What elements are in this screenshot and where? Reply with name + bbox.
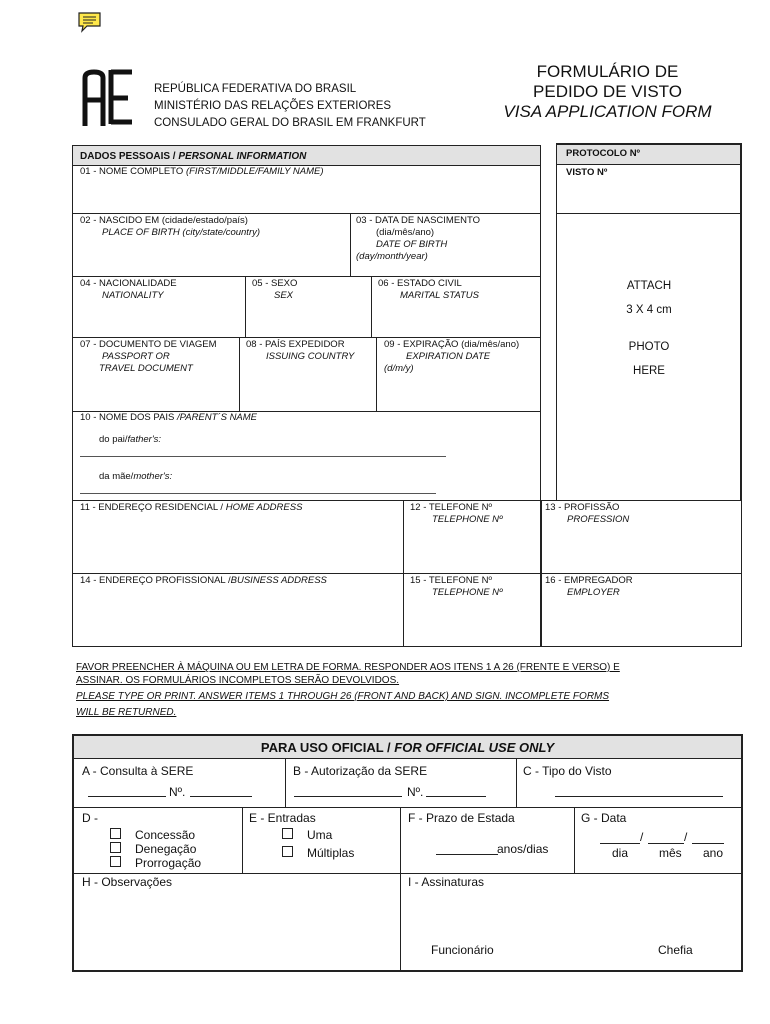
field-15-label: 15 - TELEFONE Nº [410, 575, 492, 586]
instruction-pt-2: ASSINAR. OS FORMULÁRIOS INCOMPLETOS SERÃO DEVOLVIDOS. [76, 675, 400, 686]
field-08-label: 08 - PAÍS EXPEDIDOR [246, 339, 345, 350]
photo-text-4: HERE [633, 365, 665, 377]
full-name-field[interactable] [76, 180, 536, 210]
date-day-label: dia [612, 846, 629, 860]
field-08-label-en: ISSUING COUNTRY [266, 351, 355, 362]
employer-field[interactable] [545, 602, 737, 642]
field-04-label-en: NATIONALITY [102, 290, 164, 301]
field-13-label: 13 - PROFISSÃO [545, 502, 620, 513]
field-06-label: 06 - ESTADO CIVIL [378, 278, 462, 289]
field-15-label-en: TELEPHONE Nº [432, 587, 503, 598]
field-03-label-en: DATE OF BIRTH [376, 239, 448, 250]
nationality-field[interactable] [76, 304, 242, 334]
place-of-birth-field[interactable] [76, 242, 346, 272]
field-d-label: D - [82, 811, 98, 825]
official-use-title: PARA USO OFICIAL / FOR OFFICIAL USE ONLY [260, 740, 555, 755]
field-09-label-en-2: (d/m/y) [384, 363, 414, 374]
comment-icon[interactable] [77, 11, 103, 33]
title-pt-2: PEDIDO DE VISTO [533, 82, 682, 101]
field-05-label-en: SEX [274, 290, 294, 301]
field-b-no: Nº. [407, 785, 424, 799]
field-02-label: 02 - NASCIDO EM (cidade/estado/país) [80, 215, 248, 226]
field-09-label: 09 - EXPIRAÇÃO (dia/mês/ano) [384, 339, 520, 350]
field-16-label: 16 - EMPREGADOR [545, 575, 633, 586]
date-of-birth-field[interactable] [354, 263, 536, 275]
field-a-label: A - Consulta à SERE [82, 764, 194, 778]
field-14-label: 14 - ENDEREÇO PROFISSIONAL /BUSINESS ADDRESS [80, 575, 327, 586]
field-13-label-en: PROFESSION [567, 514, 630, 525]
home-address-field[interactable] [76, 516, 398, 570]
multiple-entry-label: Múltiplas [307, 846, 355, 860]
concessao-checkbox[interactable] [110, 828, 121, 839]
instruction-en-1: PLEASE TYPE OR PRINT. ANSWER ITEMS 1 THROUGH 26 (FRONT AND BACK) AND SIGN. INCOMPLETE FORMS [76, 691, 610, 702]
stay-duration-field[interactable] [436, 844, 498, 855]
field-c-label: C - Tipo do Visto [523, 764, 612, 778]
stay-duration-unit: anos/dias [497, 842, 549, 856]
concessao-label: Concessão [135, 828, 196, 842]
observations-field[interactable] [78, 892, 396, 966]
field-04-label: 04 - NACIONALIDADE [80, 278, 177, 289]
multiple-entry-checkbox[interactable] [282, 846, 293, 857]
photo-text-1: ATTACH [626, 280, 672, 292]
field-f-label: F - Prazo de Estada [408, 811, 515, 825]
sere-authorization-field[interactable] [294, 786, 402, 797]
denegacao-label: Denegação [135, 842, 197, 856]
field-b-label: B - Autorização da SERE [293, 764, 428, 778]
photo-text-3: PHOTO [628, 341, 670, 353]
title-pt-1: FORMULÁRIO DE [536, 62, 679, 81]
personal-section-title: DADOS PESSOAIS / PERSONAL INFORMATION [80, 151, 307, 162]
field-16-label-en: EMPLOYER [567, 587, 620, 598]
signature-chief-label: Chefia [658, 943, 693, 957]
field-i-label: I - Assinaturas [408, 875, 485, 889]
father-label: do pai/father's: [99, 434, 162, 445]
business-address-field[interactable] [76, 590, 398, 642]
field-g-label: G - Data [581, 811, 627, 825]
sere-consultation-field[interactable] [88, 786, 166, 797]
prorrogacao-label: Prorrogação [135, 856, 202, 870]
prorrogacao-checkbox[interactable] [110, 856, 121, 867]
signature-official-label: Funcionário [431, 943, 494, 957]
expiration-date-field[interactable] [380, 378, 536, 408]
field-11-label: 11 - ENDEREÇO RESIDENCIAL / HOME ADDRESS [80, 502, 303, 513]
issuing-country-field[interactable] [243, 368, 373, 408]
official-signature-field[interactable] [420, 895, 520, 937]
chief-signature-field[interactable] [630, 895, 720, 937]
field-01-label: 01 - NOME COMPLETO (FIRST/MIDDLE/FAMILY NAME) [80, 166, 324, 177]
field-03-label-2: (dia/mês/ano) [376, 227, 435, 238]
field-03-label-en-2: (day/month/year) [356, 251, 428, 262]
institution-line-1: REPÚBLICA FEDERATIVA DO BRASIL [154, 83, 357, 95]
single-entry-checkbox[interactable] [282, 828, 293, 839]
date-month-label: mês [659, 846, 682, 860]
mother-label: da mãe/mother's: [99, 471, 173, 482]
sere-authorization-number-field[interactable] [426, 786, 486, 797]
institution-line-3: CONSULADO GERAL DO BRASIL EM FRANKFURT [154, 117, 426, 129]
field-05-label: 05 - SEXO [252, 278, 298, 289]
mother-name-field[interactable] [80, 483, 436, 494]
father-name-field[interactable] [80, 446, 446, 457]
field-h-label: H - Observações [82, 875, 173, 889]
field-10-label: 10 - NOME DOS PAIS /PARENT´S NAME [80, 412, 258, 423]
sex-field[interactable] [249, 304, 367, 334]
photo-text-2: 3 X 4 cm [626, 304, 672, 316]
home-telephone-field[interactable] [407, 530, 537, 570]
travel-document-field[interactable] [76, 378, 236, 408]
date-year-field[interactable] [692, 833, 724, 844]
denegacao-checkbox[interactable] [110, 842, 121, 853]
date-year-label: ano [703, 846, 724, 860]
field-07-label-en-2: TRAVEL DOCUMENT [99, 363, 193, 374]
instruction-en-2: WILL BE RETURNED. [76, 707, 177, 718]
brazil-logo [80, 68, 140, 126]
field-02-label-en: PLACE OF BIRTH (city/state/country) [102, 227, 261, 238]
field-07-label: 07 - DOCUMENTO DE VIAGEM [80, 339, 217, 350]
field-a-no: Nº. [169, 785, 186, 799]
date-month-field[interactable] [648, 833, 684, 844]
field-12-label: 12 - TELEFONE Nº [410, 502, 492, 513]
field-09-label-en: EXPIRATION DATE [406, 351, 491, 362]
date-sep-2: / [684, 830, 688, 844]
title-en: VISA APPLICATION FORM [503, 102, 712, 121]
visa-number-label: VISTO Nº [566, 167, 608, 178]
sere-consultation-number-field[interactable] [190, 786, 252, 797]
photo-area [557, 214, 740, 500]
business-telephone-field[interactable] [407, 602, 537, 642]
date-day-field[interactable] [600, 833, 640, 844]
field-12-label-en: TELEPHONE Nº [432, 514, 503, 525]
field-03-label: 03 - DATA DE NASCIMENTO [356, 215, 481, 226]
field-e-label: E - Entradas [249, 811, 316, 825]
field-07-label-en: PASSPORT OR [102, 351, 170, 362]
logo-text: AE [80, 68, 82, 69]
field-06-label-en: MARITAL STATUS [400, 290, 480, 301]
instruction-pt-1: FAVOR PREENCHER À MÁQUINA OU EM LETRA DE FORMA. RESPONDER AOS ITENS 1 A 26 (FRENTE E VERSO) E [76, 662, 620, 673]
visa-number-field[interactable] [560, 180, 738, 210]
protocol-label: PROTOCOLO Nº [566, 148, 641, 159]
marital-status-field[interactable] [375, 304, 537, 334]
date-sep-1: / [640, 830, 644, 844]
profession-field[interactable] [545, 530, 737, 570]
institution-line-2: MINISTÉRIO DAS RELAÇÕES EXTERIORES [154, 100, 392, 112]
visa-type-field[interactable] [555, 786, 723, 797]
single-entry-label: Uma [307, 828, 333, 842]
